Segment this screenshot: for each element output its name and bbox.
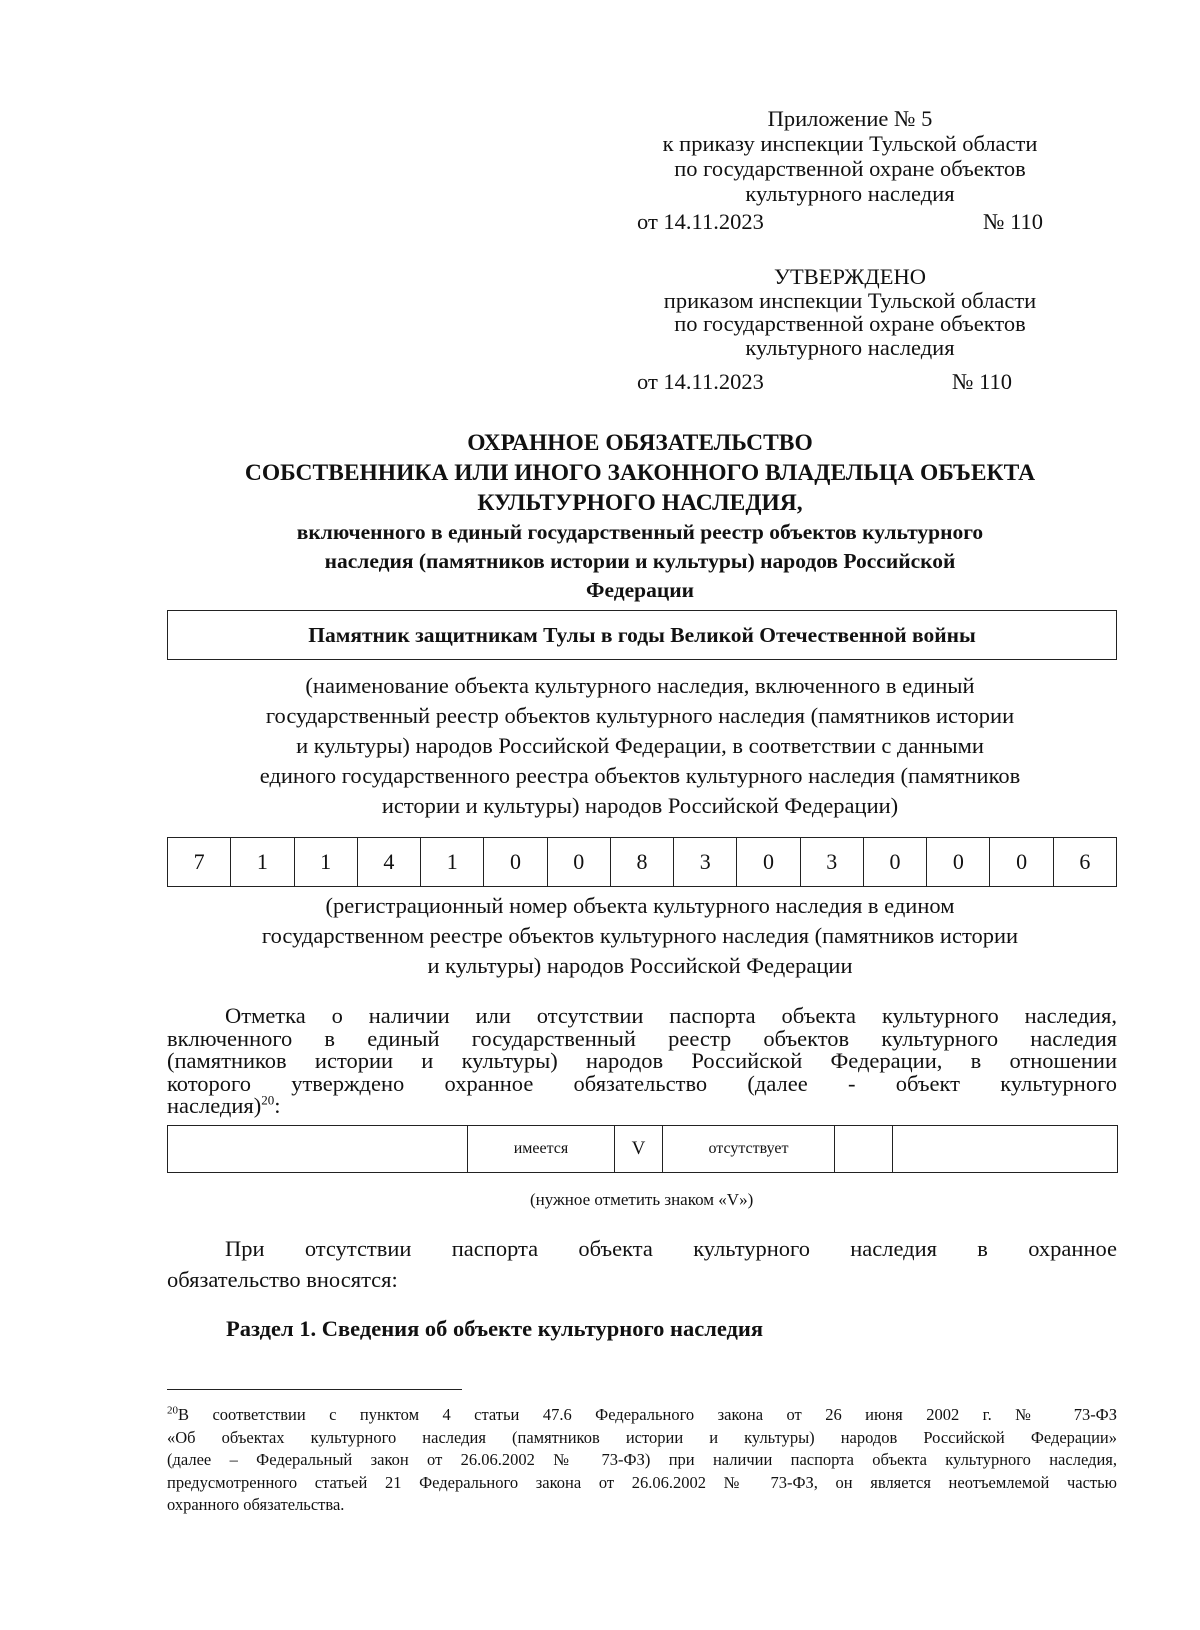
footnote-number: 20 (167, 1404, 178, 1417)
passport-blank-cell (168, 1126, 468, 1173)
approved-line: культурного наследия (745, 334, 955, 360)
para-line: (памятников истории и культуры) народов Российской Федерации, в отношении (167, 1048, 1117, 1073)
reg-digit: 7 (168, 838, 231, 887)
passport-absent-checkbox[interactable] (835, 1126, 893, 1173)
passport-hint: (нужное отметить знаком «V») (530, 1190, 754, 1209)
document-title (165, 428, 1115, 605)
approved-number: № 110 (952, 369, 1013, 394)
footnote-line: охранного обязательства. (167, 1495, 345, 1514)
appendix-line: по государственной охране объектов (674, 156, 1026, 181)
appendix-line: культурного наследия (745, 181, 955, 206)
para-line-last (167, 1092, 1117, 1118)
reg-digit: 0 (484, 838, 547, 887)
para-line: Отметка о наличии или отсутствии паспорта объекта культурного наследия, (225, 1003, 1117, 1028)
title-line: КУЛЬТУРНОГО НАСЛЕДИЯ, (477, 490, 803, 516)
caption-line: (наименование объекта культурного наследия, включенного в единый (305, 673, 975, 698)
approved-line: по государственной охране объектов (674, 311, 1026, 336)
title-line: ОХРАННОЕ ОБЯЗАТЕЛЬСТВО (467, 430, 813, 456)
reg-digit: 3 (800, 838, 863, 887)
passport-table (167, 1125, 1118, 1173)
footnote-text: В соответствии с пунктом 4 статьи 47.6 Федерального закона от 26 июня 2002 г. № 73-ФЗ (178, 1405, 1117, 1424)
appendix-header (600, 106, 1100, 206)
para-line-text: наследия) (167, 1093, 262, 1118)
footnote-line (167, 1404, 1117, 1427)
reg-digit: 0 (927, 838, 990, 887)
no-passport-paragraph (167, 1233, 1117, 1295)
approved-line: приказом инспекции Тульской области (663, 287, 1037, 313)
caption-line: государственном реестре объектов культурного наследия (памятников истории (261, 923, 1019, 948)
footnote-line: предусмотренного статьей 21 Федерального закона от 26.06.2002 № 73-ФЗ, он является неотъемлемой частью (167, 1472, 1117, 1492)
reg-digit: 4 (357, 838, 420, 887)
title-line: СОБСТВЕННИКА ИЛИ ИНОГО ЗАКОННОГО ВЛАДЕЛЬЦА ОБЪЕКТА (244, 460, 1036, 486)
footnote-ref: 20 (261, 1092, 275, 1108)
section-title: Раздел 1. Сведения об объекте культурного наследия (226, 1316, 764, 1341)
caption-line: единого государственного реестра объектов культурного наследия (памятников (259, 763, 1021, 788)
appendix-line: к приказу инспекции Тульской области (662, 131, 1038, 156)
object-name-caption (160, 671, 1120, 821)
passport-tail-cell (893, 1126, 1118, 1173)
footnote-line: (далее – Федеральный закон от 26.06.2002 № 73-ФЗ) при наличии паспорта объекта культурного наследия, (167, 1450, 1117, 1469)
passport-absent-label: отсутствует (663, 1126, 835, 1173)
footnote (167, 1404, 1117, 1517)
object-name-box (167, 610, 1117, 660)
reg-digit: 0 (737, 838, 800, 887)
subtitle-line: наследия (памятников истории и культуры) народов Российской (324, 549, 956, 573)
caption-line: и культуры) народов Российской Федерации (427, 953, 853, 978)
passport-has-label: имеется (468, 1126, 615, 1173)
reg-digit: 1 (294, 838, 357, 887)
para-colon: : (274, 1093, 281, 1118)
passport-mark-paragraph (167, 1005, 1117, 1118)
reg-digit: 0 (547, 838, 610, 887)
reg-number-caption (160, 891, 1120, 981)
reg-digit: 6 (1053, 838, 1116, 887)
caption-line: истории и культуры) народов Российской Федерации) (381, 793, 899, 818)
footnote-divider (167, 1389, 462, 1390)
reg-digit: 8 (610, 838, 673, 887)
appendix-date: от 14.11.2023 (637, 209, 764, 234)
reg-digit: 1 (421, 838, 484, 887)
approved-stamp (610, 265, 1090, 359)
subtitle-line: Федерации (585, 578, 694, 602)
footnote-line: «Об объектах культурного наследия (памятников истории и культуры) народов Российской Федерации» (167, 1427, 1117, 1447)
object-name: Памятник защитникам Тулы в годы Великой Отечественной войны (308, 622, 976, 647)
para-line: При отсутствии паспорта объекта культурного наследия в охранное (225, 1236, 1117, 1261)
reg-digit: 1 (231, 838, 294, 887)
para-line: включенного в единый государственный реестр объектов культурного наследия (167, 1025, 1117, 1051)
caption-line: и культуры) народов Российской Федерации, в соответствии с данными (296, 733, 984, 758)
passport-has-checkbox[interactable]: V (615, 1126, 663, 1173)
para-line: которого утверждено охранное обязательство (далее - объект культурного (167, 1070, 1117, 1096)
para-line: обязательство вносятся: (167, 1267, 398, 1292)
registration-number-table (167, 837, 1117, 887)
reg-digit: 0 (863, 838, 926, 887)
reg-digit: 0 (990, 838, 1053, 887)
approved-date: от 14.11.2023 (637, 369, 764, 394)
subtitle-line: включенного в единый государственный реестр объектов культурного (296, 520, 984, 544)
reg-digit: 3 (674, 838, 737, 887)
caption-line: (регистрационный номер объекта культурного наследия в едином (325, 893, 955, 918)
appendix-number: № 110 (983, 209, 1044, 234)
caption-line: государственный реестр объектов культурного наследия (памятников истории (265, 703, 1015, 728)
appendix-line: Приложение № 5 (767, 106, 933, 131)
approved-line: УТВЕРЖДЕНО (774, 264, 926, 289)
